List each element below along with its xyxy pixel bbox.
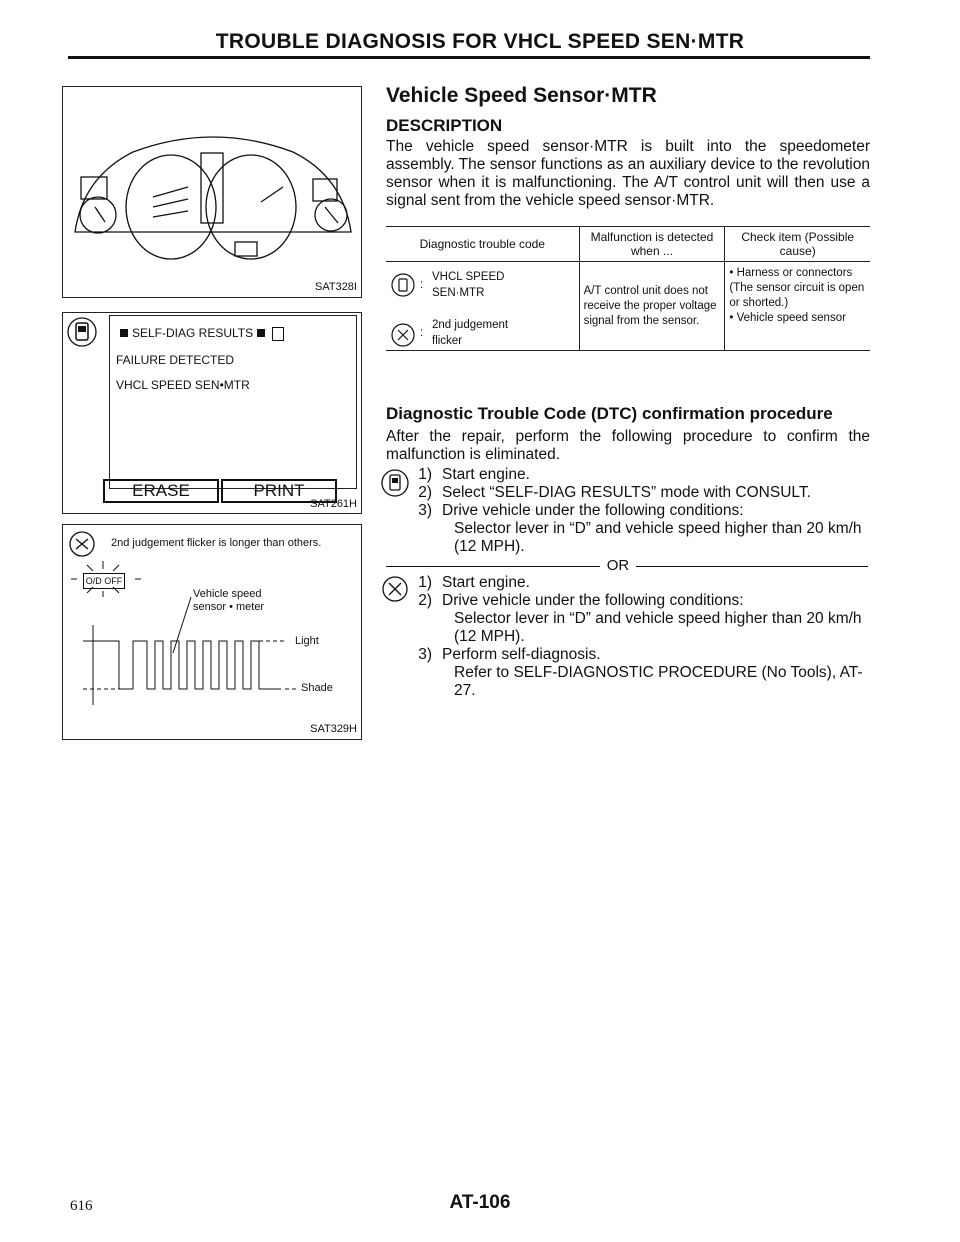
colon: : bbox=[420, 327, 424, 339]
description-heading: DESCRIPTION bbox=[386, 116, 503, 135]
failure-detected-label: FAILURE DETECTED bbox=[116, 353, 235, 367]
checkbox-icon bbox=[272, 327, 284, 341]
dtc-confirmation-heading: Diagnostic Trouble Code (DTC) confirmation procedure bbox=[386, 404, 833, 423]
flicker-figure bbox=[62, 524, 362, 740]
failure-item: VHCL SPEED SEN•MTR bbox=[116, 378, 250, 392]
consult-display bbox=[109, 315, 357, 489]
step-text: Select “SELF-DIAG RESULTS” mode with CONSULT. bbox=[442, 484, 811, 501]
dtc-name-line: SEN·MTR bbox=[432, 287, 485, 299]
shade-label: Shade bbox=[301, 682, 333, 694]
page-number-left: 616 bbox=[70, 1198, 93, 1214]
step-number: 3) bbox=[418, 502, 432, 519]
table-header: Check item (Possible cause) bbox=[725, 227, 870, 262]
table-header-row bbox=[386, 227, 870, 262]
procedure-b bbox=[402, 574, 872, 700]
step-text: Drive vehicle under the following conditions: bbox=[442, 502, 744, 519]
figure-code: SAT261H bbox=[310, 498, 357, 510]
instrument-cluster-illustration bbox=[63, 87, 361, 287]
table-row bbox=[386, 262, 870, 351]
step-number: 3) bbox=[418, 646, 432, 663]
consult-screen-figure bbox=[62, 312, 362, 514]
bullet-square bbox=[120, 329, 128, 337]
dtc-table-wrapper bbox=[386, 226, 870, 351]
procedure-step bbox=[402, 502, 872, 520]
header-rule bbox=[68, 56, 870, 59]
step-continuation: Selector lever in “D” and vehicle speed higher than 20 km/h (12 MPH). bbox=[454, 520, 862, 555]
step-text: Start engine. bbox=[442, 574, 530, 591]
light-label: Light bbox=[295, 635, 319, 647]
flicker-waveform bbox=[63, 525, 361, 739]
procedure-step bbox=[402, 646, 872, 664]
dtc-intro: After the repair, perform the following procedure to confirm the malfunction is eliminated. bbox=[386, 428, 870, 463]
step-number: 1) bbox=[418, 574, 432, 591]
print-button[interactable]: PRINT bbox=[221, 479, 337, 503]
figure-code: SAT329H bbox=[310, 723, 357, 735]
step-number: 2) bbox=[418, 484, 432, 501]
page-number: AT-106 bbox=[449, 1192, 511, 1213]
or-rule-left bbox=[386, 566, 600, 567]
consult-icon bbox=[390, 272, 416, 298]
table-header: Diagnostic trouble code bbox=[386, 227, 579, 262]
step-text: Drive vehicle under the following conditions: bbox=[442, 592, 744, 609]
procedure-a bbox=[402, 466, 872, 556]
procedure-step bbox=[402, 592, 872, 610]
self-diag-icon bbox=[390, 322, 416, 348]
dtc-flicker-line: flicker bbox=[432, 335, 463, 347]
step-continuation: Refer to SELF-DIAGNOSTIC PROCEDURE (No Tools), AT-27. bbox=[454, 664, 863, 699]
dtc-table bbox=[386, 227, 870, 350]
step-number: 1) bbox=[418, 466, 432, 483]
procedure-step bbox=[402, 574, 872, 592]
check-item-cell bbox=[725, 262, 870, 351]
dtc-flicker-line: 2nd judgement bbox=[432, 319, 509, 331]
malfunction-cell: A/T control unit does not receive the proper voltage signal from the sensor. bbox=[579, 262, 725, 351]
section-title: Vehicle Speed Sensor·MTR bbox=[386, 84, 657, 107]
figure-code: SAT328I bbox=[315, 281, 357, 293]
dtc-name-line: VHCL SPEED bbox=[432, 271, 505, 283]
dtc-cell bbox=[386, 262, 579, 351]
flicker-caption: 2nd judgement flicker is longer than others. bbox=[111, 537, 322, 549]
step-text: Start engine. bbox=[442, 466, 530, 483]
instrument-cluster-figure bbox=[62, 86, 362, 298]
or-label: OR bbox=[606, 557, 630, 574]
check-item: • Vehicle speed sensor bbox=[729, 312, 846, 324]
sensor-label: Vehicle speed sensor • meter bbox=[193, 588, 265, 613]
procedure-step bbox=[402, 484, 872, 502]
step-continuation: Selector lever in “D” and vehicle speed higher than 20 km/h (12 MPH). bbox=[454, 610, 862, 645]
erase-button[interactable]: ERASE bbox=[103, 479, 219, 503]
bullet-square bbox=[257, 329, 265, 337]
or-rule-right bbox=[636, 566, 868, 567]
description-text: The vehicle speed sensor·MTR is built into the speedometer assembly. The sensor functions as an auxiliary device to the revolution sensor when it is malfunctioning. The A/T control unit will then use a signal sent from the vehicle speed sensor·MTR. bbox=[386, 138, 870, 209]
table-header: Malfunction is detected when ... bbox=[579, 227, 725, 262]
colon: : bbox=[420, 279, 424, 291]
check-item: • Harness or connectors bbox=[729, 267, 853, 279]
step-text: Perform self-diagnosis. bbox=[442, 646, 601, 663]
self-diag-title bbox=[120, 326, 284, 341]
consult-icon bbox=[65, 313, 101, 351]
self-diag-title-text: SELF-DIAG RESULTS bbox=[132, 326, 254, 340]
check-item: (The sensor circuit is open or shorted.) bbox=[729, 282, 865, 309]
od-off-label: O/D OFF bbox=[85, 576, 123, 586]
step-number: 2) bbox=[418, 592, 432, 609]
page-title: TROUBLE DIAGNOSIS FOR VHCL SPEED SEN·MTR bbox=[215, 30, 745, 53]
procedure-step bbox=[402, 466, 872, 484]
